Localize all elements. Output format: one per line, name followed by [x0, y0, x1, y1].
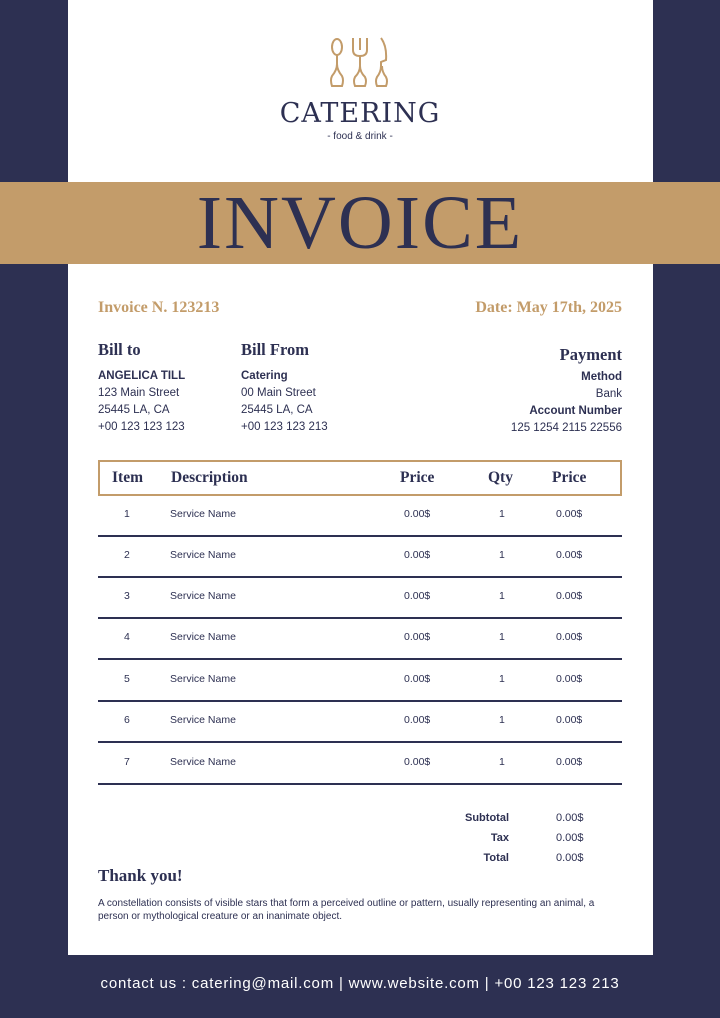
row-qty: 1 [499, 590, 505, 602]
table-row [98, 744, 622, 785]
brand-logo [0, 36, 720, 142]
invoice-date: Date: May 17th, 2025 [475, 299, 622, 316]
row-price: 0.00$ [404, 590, 431, 602]
table-row [98, 537, 622, 578]
bill-to-address: 123 Main Street [98, 387, 180, 399]
bill-from-block [241, 340, 328, 436]
table-row [98, 578, 622, 619]
payment-block [511, 345, 622, 437]
table-header [98, 460, 622, 496]
row-price: 0.00$ [404, 673, 431, 685]
table-row [98, 619, 622, 660]
row-price: 0.00$ [404, 549, 431, 561]
row-qty: 1 [499, 508, 505, 520]
row-total: 0.00$ [556, 590, 583, 602]
row-total: 0.00$ [556, 631, 583, 643]
header-item: Item [112, 469, 143, 486]
thank-you-heading: Thank you! [98, 866, 183, 885]
row-price: 0.00$ [404, 714, 431, 726]
brand-tagline: - food & drink - [327, 131, 393, 142]
table-row [98, 702, 622, 743]
table-row [98, 661, 622, 702]
account-number-label: Account Number [529, 405, 622, 417]
table-row [98, 496, 622, 537]
subtotal-value: 0.00$ [556, 812, 584, 824]
bill-from-name: Catering [241, 370, 288, 382]
row-price: 0.00$ [404, 756, 431, 768]
bill-to-name: ANGELICA TILL [98, 370, 186, 382]
totals-labels [465, 808, 509, 868]
row-description: Service Name [170, 756, 236, 768]
invoice-title: INVOICE [196, 181, 524, 265]
row-total: 0.00$ [556, 508, 583, 520]
header-qty: Qty [488, 469, 513, 486]
row-qty: 1 [499, 673, 505, 685]
totals-values [556, 808, 584, 868]
brand-name: CATERING [279, 98, 441, 129]
row-item: 7 [124, 756, 130, 768]
header-total: Price [552, 469, 587, 486]
bill-to-block [98, 340, 185, 436]
row-total: 0.00$ [556, 756, 583, 768]
row-item: 3 [124, 590, 130, 602]
bill-from-heading: Bill From [241, 340, 309, 359]
cutlery-icon [329, 36, 391, 90]
tax-value: 0.00$ [556, 832, 584, 844]
tax-label: Tax [490, 832, 509, 844]
account-number-value: 125 1254 2115 22556 [510, 422, 622, 434]
row-qty: 1 [499, 631, 505, 643]
payment-heading: Payment [559, 345, 622, 364]
header-description: Description [171, 469, 248, 486]
bill-to-heading: Bill to [98, 340, 141, 359]
bill-from-address: 00 Main Street [241, 387, 316, 399]
row-qty: 1 [499, 714, 505, 726]
row-description: Service Name [170, 631, 236, 643]
row-item: 4 [124, 631, 130, 643]
row-description: Service Name [170, 508, 236, 520]
bill-from-phone: +00 123 123 213 [241, 421, 328, 433]
row-item: 6 [124, 714, 130, 726]
row-description: Service Name [170, 549, 236, 561]
payment-method-label: Method [581, 371, 622, 383]
bill-to-city: 25445 LA, CA [98, 404, 170, 416]
row-qty: 1 [499, 756, 505, 768]
footer-contact: contact us : catering@mail.com | www.website.com | +00 123 123 213 [100, 975, 620, 992]
row-item: 2 [124, 549, 130, 561]
row-price: 0.00$ [404, 508, 431, 520]
total-value: 0.00$ [556, 852, 584, 864]
row-total: 0.00$ [556, 714, 583, 726]
bill-from-city: 25445 LA, CA [241, 404, 313, 416]
bill-to-phone: +00 123 123 123 [98, 421, 185, 433]
row-total: 0.00$ [556, 549, 583, 561]
row-description: Service Name [170, 714, 236, 726]
row-item: 5 [124, 673, 130, 685]
payment-method-value: Bank [595, 388, 622, 400]
total-label: Total [483, 852, 509, 864]
row-qty: 1 [499, 549, 505, 561]
row-price: 0.00$ [404, 631, 431, 643]
row-item: 1 [124, 508, 130, 520]
invoice-number: Invoice N. 123213 [98, 299, 220, 316]
thank-you-text: A constellation consists of visible stars that form a perceived outline or pattern, usually representing an animal, a person or mythological creature or an inanimate object. [98, 898, 595, 922]
subtotal-label: Subtotal [465, 812, 509, 824]
header-price: Price [400, 469, 435, 486]
row-total: 0.00$ [556, 673, 583, 685]
row-description: Service Name [170, 673, 236, 685]
row-description: Service Name [170, 590, 236, 602]
